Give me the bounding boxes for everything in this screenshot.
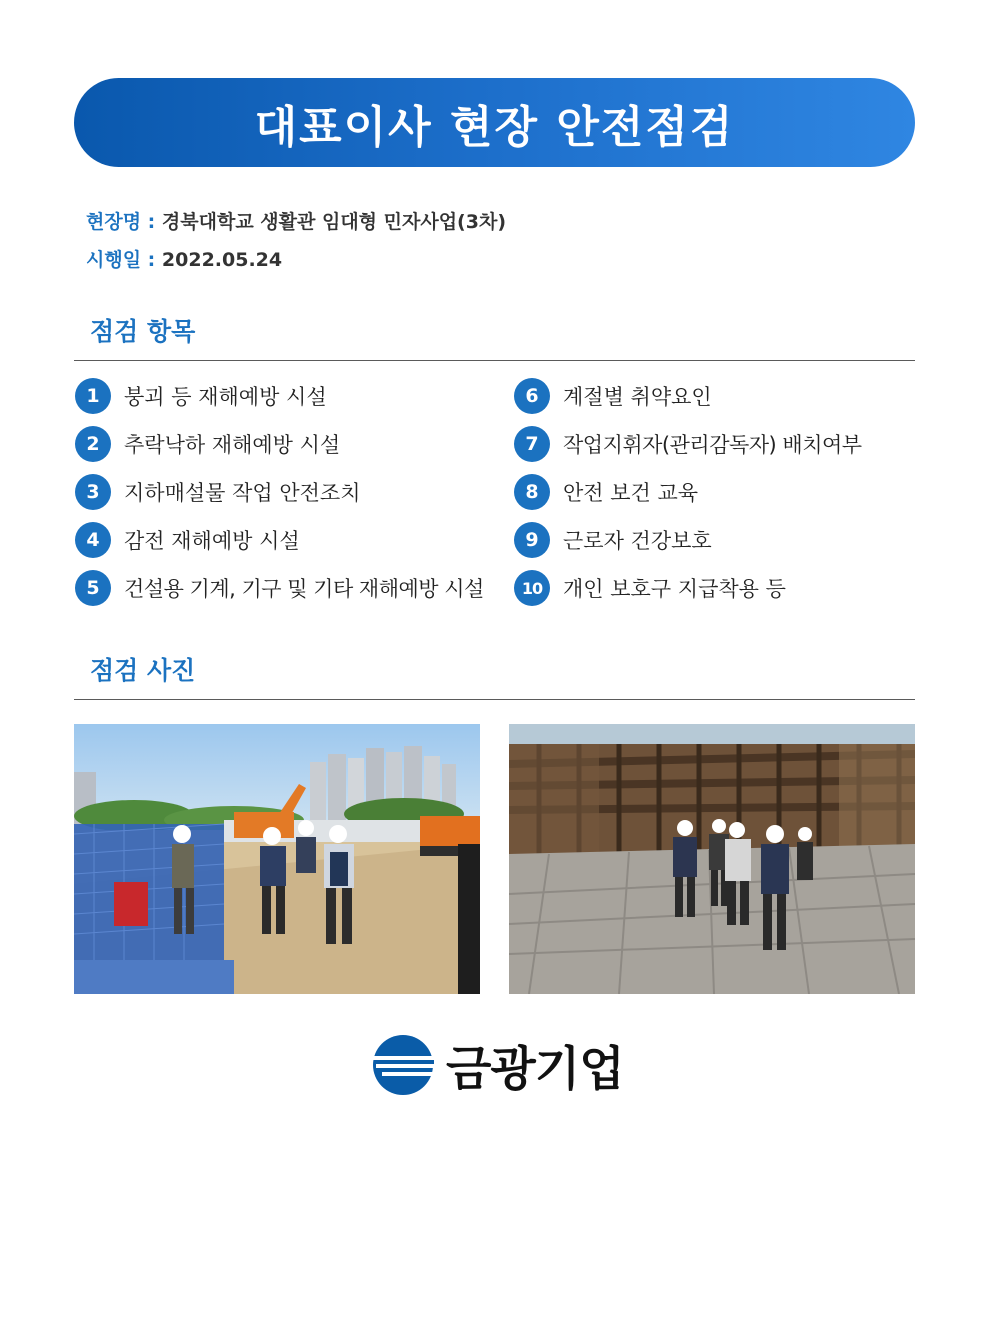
check-item-7 [514, 426, 862, 462]
date-row [86, 245, 282, 272]
company-emblem-icon [372, 1034, 434, 1096]
check-item-1 [75, 378, 327, 414]
check-number-badge: 9 [514, 522, 550, 558]
check-item-label: 작업지휘자(관리감독자) 배치여부 [563, 433, 862, 457]
check-item-2 [75, 426, 340, 462]
check-number-badge: 10 [514, 570, 550, 606]
check-item-5 [75, 570, 484, 606]
check-number-badge: 4 [75, 522, 111, 558]
photos-divider [74, 699, 915, 700]
check-number-badge: 1 [75, 378, 111, 414]
date-label: 시행일 : [86, 249, 156, 271]
site-name-value: 경북대학교 생활관 임대형 민자사업(3차) [161, 211, 507, 233]
checklist-divider [74, 360, 915, 361]
check-item-6 [514, 378, 712, 414]
check-number-badge: 6 [514, 378, 550, 414]
photos-title: 점검 사진 [90, 656, 196, 685]
site-name-row [86, 207, 506, 234]
check-item-label: 붕괴 등 재해예방 시설 [124, 385, 327, 409]
checklist-title: 점검 항목 [90, 317, 196, 346]
check-number-badge: 3 [75, 474, 111, 510]
title-banner [74, 78, 915, 167]
check-number-badge: 5 [75, 570, 111, 606]
date-value: 2022.05.24 [161, 249, 283, 271]
check-item-label: 개인 보호구 지급착용 등 [563, 577, 786, 601]
excavation-pit-photo [509, 724, 915, 994]
check-number-badge: 2 [75, 426, 111, 462]
check-item-label: 계절별 취약요인 [563, 385, 712, 409]
check-item-10 [514, 570, 786, 606]
site-name-label: 현장명 : [86, 211, 156, 233]
check-item-3 [75, 474, 361, 510]
page-title: 대표이사 현장 안전점검 [254, 101, 735, 153]
check-number-badge: 8 [514, 474, 550, 510]
company-name: 금광기업 [446, 1041, 624, 1097]
check-item-4 [75, 522, 300, 558]
check-item-label: 감전 재해예방 시설 [124, 529, 300, 553]
check-item-label: 근로자 건강보호 [563, 529, 712, 553]
site-walk-photo [74, 724, 480, 994]
check-item-label: 건설용 기계, 기구 및 기타 재해예방 시설 [124, 577, 484, 601]
check-item-label: 추락낙하 재해예방 시설 [124, 433, 341, 457]
company-logo [372, 1032, 624, 1098]
check-number-badge: 7 [514, 426, 550, 462]
check-item-8 [514, 474, 698, 510]
check-item-label: 지하매설물 작업 안전조치 [124, 481, 361, 505]
check-item-9 [514, 522, 712, 558]
check-item-label: 안전 보건 교육 [563, 481, 699, 505]
